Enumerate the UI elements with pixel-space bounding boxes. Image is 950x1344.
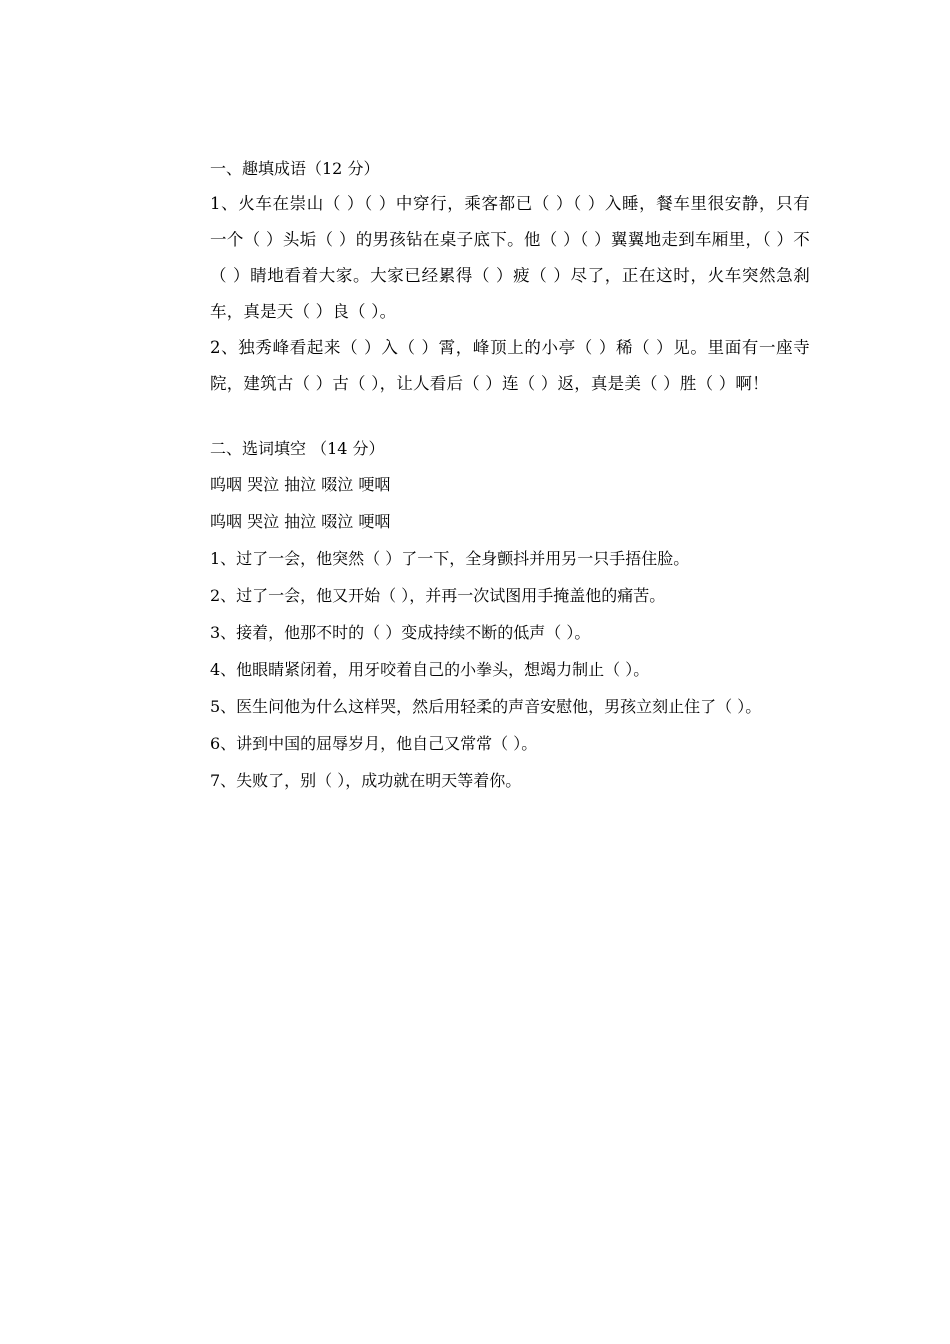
- word-bank: 呜咽 哭泣 抽泣 啜泣 哽咽: [210, 475, 391, 494]
- section-idiom-fill: [210, 152, 810, 402]
- question-item: 5、医生问他为什么这样哭，然后用轻柔的声音安慰他，男孩立刻止住了（ ）。: [210, 697, 762, 716]
- question-item: 4、他眼睛紧闭着，用牙咬着自己的小拳头，想竭力制止（ ）。: [210, 660, 650, 679]
- question-item: 6、讲到中国的屈辱岁月，他自己又常常（ ）。: [210, 734, 538, 753]
- question-item: 2、过了一会，他又开始（ ），并再一次试图用手掩盖他的痛苦。: [210, 586, 666, 605]
- question-paragraph: 2、独秀峰看起来（ ）入（ ）霄，峰顶上的小亭（ ）稀（ ）见。里面有一座寺院，建筑古（ ）古（ ），让人看后（ ）连（ ）返，真是美（ ）胜（ ）啊！: [210, 338, 810, 393]
- question-item: 1、过了一会，他突然（ ）了一下，全身颤抖并用另一只手捂住脸。: [210, 549, 690, 568]
- document-page: [210, 152, 810, 799]
- section-spacer: [210, 402, 810, 432]
- section-heading: 一、趣填成语（12 分）: [210, 159, 380, 178]
- section-word-choice: [210, 432, 810, 799]
- section-heading: 二、选词填空 （14 分）: [210, 439, 385, 458]
- question-item: 3、接着，他那不时的（ ）变成持续不断的低声（ ）。: [210, 623, 591, 642]
- question-paragraph: 1、火车在崇山（ ）（ ）中穿行，乘客都已（ ）（ ）入睡，餐车里很安静，只有一个（ ）头垢（ ）的男孩钻在桌子底下。他（ ）（ ）翼翼地走到车厢里，（ ）不（ ）睛地看着大家。大家已经累得（ ）疲（ ）尽了，正在这时，火车突然急刹车，真是天（ ）良（ ）。: [210, 194, 810, 321]
- question-item: 7、失败了，别（ ），成功就在明天等着你。: [210, 771, 522, 790]
- word-bank: 呜咽 哭泣 抽泣 啜泣 哽咽: [210, 512, 391, 531]
